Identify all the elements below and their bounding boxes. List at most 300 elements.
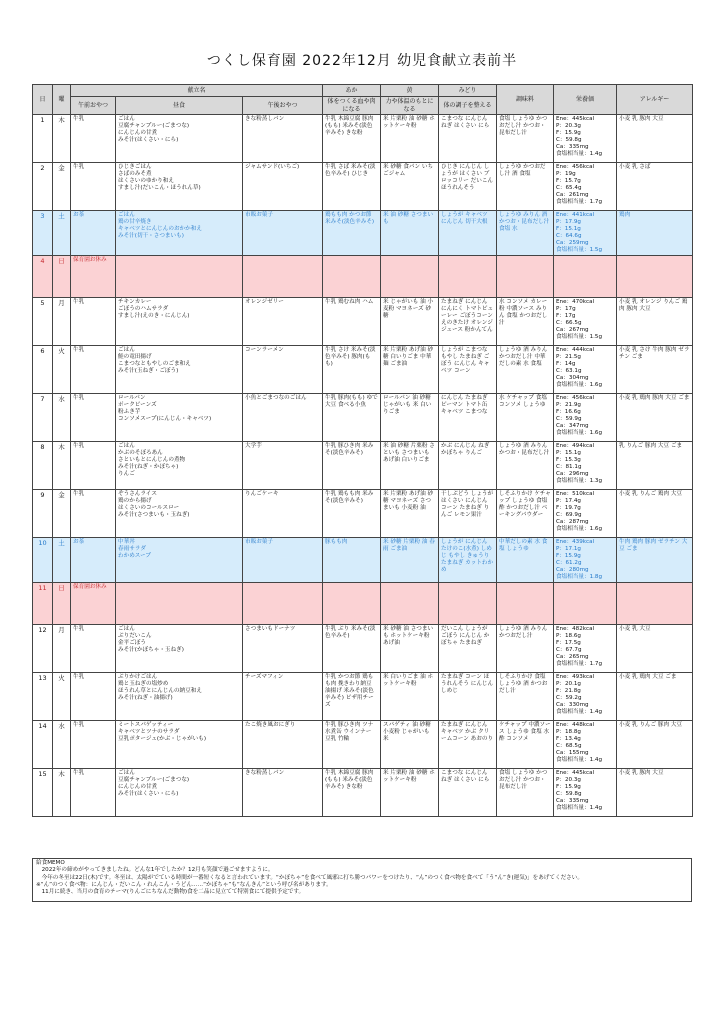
cell-seasoning: しそふりかけ ケチャップ しょうゆ 食塩 酢 かつおだし汁 ベーキングパウダー xyxy=(497,489,554,537)
cell-lunch-line: 豆腐チャンプルー(ごまつな) xyxy=(118,776,190,783)
cell-nutrition-line: F：21.8g xyxy=(556,687,581,694)
cell-nutrition-line: Ene：494kcal xyxy=(556,442,595,449)
cell-nutrition-line: F：16.6g xyxy=(556,408,581,415)
cell-yellow xyxy=(381,255,439,297)
table-row xyxy=(33,297,693,345)
cell-green: しょうが にんじん たけのこ(水煮) しめじ もやし きゅうり たまねぎ カットわかめ xyxy=(439,537,497,582)
memo-line: 今年の冬至は22日(木)です。冬至は、太陽がでている時間が一番短くなると言われています。“かぼちゃ”を食べて風邪に打ち勝つパワーをつけたり、“ん”のつく食べ物を食べて「う“ん”き(運気)」をあげてください。 xyxy=(36,874,583,881)
cell-morning: 牛乳 xyxy=(71,115,116,163)
cell-nutrition xyxy=(554,211,617,256)
cell-nutrition-line: Ca：259mg xyxy=(556,239,589,246)
cell-lunch-line: キャベツとツナのサラダ xyxy=(118,728,180,735)
cell-nutrition-line: Ene：439kcal xyxy=(556,538,595,545)
cell-morning: 牛乳 xyxy=(71,672,116,720)
cell-nutrition-line: Ene：470kcal xyxy=(556,298,595,305)
cell-nutrition-line: C：59.9g xyxy=(556,415,582,422)
cell-day: 7 xyxy=(33,393,53,441)
cell-nutrition-line: Ene：445kcal xyxy=(556,116,595,122)
cell-morning: 牛乳 xyxy=(71,297,116,345)
cell-lunch-line: にんじんの甘煮 xyxy=(118,129,158,136)
cell-weekday: 木 xyxy=(53,768,71,816)
cell-red: 牛乳 豚肉(もも) ゆで大豆 食べる小魚 xyxy=(323,393,381,441)
cell-red: 牛乳 木綿豆腐 豚肉(もも) 米みそ(淡色辛みそ) きな粉 xyxy=(323,115,381,163)
cell-lunch-line: 鶏の甘辛焼き xyxy=(118,218,152,225)
cell-nutrition-line: 食塩相当量：1.7g xyxy=(556,198,603,205)
cell-morning: 牛乳 xyxy=(71,720,116,768)
cell-nutrition-line: 食塩相当量：1.4g xyxy=(556,150,603,157)
header-yellow: 黄 xyxy=(381,85,439,97)
cell-allergy: 小麦 乳 さば xyxy=(617,163,693,211)
cell-morning: 保育園お休み xyxy=(71,255,116,297)
cell-day: 15 xyxy=(33,768,53,816)
cell-morning: 牛乳 xyxy=(71,768,116,816)
table-row xyxy=(33,489,693,537)
cell-morning: 牛乳 xyxy=(71,624,116,672)
cell-yellow: 米 片栗粉 あげ油 砂糖 白いりごま 中華麺 ごま油 xyxy=(381,345,439,393)
cell-nutrition-line: 食塩相当量：1.8g xyxy=(556,573,603,580)
cell-nutrition-line: F：15.3g xyxy=(556,456,581,463)
cell-afternoon: ジャムサンド(いちご) xyxy=(243,163,323,211)
cell-weekday: 木 xyxy=(53,441,71,489)
cell-lunch xyxy=(116,163,243,211)
cell-nutrition-line: Ene：456kcal xyxy=(556,394,595,401)
cell-afternoon: 市販お菓子 xyxy=(243,211,323,256)
cell-allergy: 小麦 乳 りんご 鶏肉 大豆 xyxy=(617,489,693,537)
cell-afternoon: 小魚とごまつなのごはん xyxy=(243,393,323,441)
cell-nutrition-line: F：15.9g xyxy=(556,783,581,790)
cell-nutrition-line: C：66.5g xyxy=(556,319,582,326)
cell-yellow xyxy=(381,582,439,624)
cell-day: 12 xyxy=(33,624,53,672)
header-weekday: 曜 xyxy=(53,85,71,115)
menu-body xyxy=(33,115,693,817)
cell-lunch-line: ひじきごはん xyxy=(118,164,152,170)
cell-allergy: 鶏肉 xyxy=(617,211,693,256)
cell-allergy: 小麦 乳 大豆 xyxy=(617,624,693,672)
cell-green: だいこん しょうが ごぼう にんじん かぼちゃ たまねぎ xyxy=(439,624,497,672)
cell-day: 2 xyxy=(33,163,53,211)
memo-line: 11月に続き、当月の食育のテーマ(りんごにちなんだ動物)食を二品に見立てて特別食にて提供予定です。 xyxy=(36,889,305,896)
cell-green: こまつな にんじん ねぎ はくさい にら xyxy=(439,115,497,163)
cell-nutrition-line: 食塩相当量：1.3g xyxy=(556,477,603,484)
table-row xyxy=(33,255,693,297)
table-row xyxy=(33,768,693,816)
cell-green xyxy=(439,255,497,297)
cell-nutrition-line: 食塩相当量：1.6g xyxy=(556,381,603,388)
cell-weekday: 土 xyxy=(53,537,71,582)
cell-nutrition-line: Ene：441kcal xyxy=(556,212,595,218)
cell-nutrition-line: C：69.9g xyxy=(556,511,582,518)
cell-weekday: 水 xyxy=(53,393,71,441)
cell-nutrition-line: C：64.6g xyxy=(556,232,582,239)
memo-box xyxy=(32,858,692,902)
cell-yellow: 米 片栗粉 油 砂糖 ホットケーキ粉 xyxy=(381,768,439,816)
cell-nutrition-line: P：15.1g xyxy=(556,449,581,456)
cell-nutrition-line: P：20.1g xyxy=(556,680,581,687)
cell-nutrition xyxy=(554,720,617,768)
header-red-sub: 体をつくる血や肉になる xyxy=(323,97,381,115)
header-day: 日 xyxy=(33,85,53,115)
cell-nutrition-line: Ca：335mg xyxy=(556,797,589,804)
cell-allergy: 乳 りんご 豚肉 大豆 ごま xyxy=(617,441,693,489)
cell-lunch-line: こまつなともやしのごま和え xyxy=(118,360,191,367)
cell-afternoon: オレンジゼリー xyxy=(243,297,323,345)
cell-nutrition-line: 食塩相当量：1.7g xyxy=(556,660,603,667)
cell-weekday: 金 xyxy=(53,489,71,537)
memo-line: 2022年の締めがやってきましたね。どんな1年でしたか？12月も笑顔で過ごせますように。 xyxy=(36,867,274,874)
cell-lunch-line: ロールパン xyxy=(118,394,146,401)
cell-lunch-line: 中華丼 xyxy=(118,538,135,545)
cell-yellow: ロールパン 油 砂糖 じゃがいも 米 白いりごま xyxy=(381,393,439,441)
memo-line: ※“ん”のつく食べ物：にんじん・だいこん・れんこん・うどん……“かぼちゃ”も“なんきん”という呼び名があります。 xyxy=(36,881,332,888)
cell-green: たまねぎ にんじん キャベツ かぶ クリームコーン あおのり xyxy=(439,720,497,768)
cell-day: 14 xyxy=(33,720,53,768)
cell-lunch xyxy=(116,768,243,816)
cell-red xyxy=(323,255,381,297)
cell-morning: 牛乳 xyxy=(71,345,116,393)
cell-lunch-line: すまし汁(だいこん・ほうれん草) xyxy=(118,184,201,191)
table-row xyxy=(33,163,693,211)
header-green: みどり xyxy=(439,85,497,97)
cell-nutrition xyxy=(554,441,617,489)
cell-nutrition-line: P：18.8g xyxy=(556,728,581,735)
cell-nutrition xyxy=(554,393,617,441)
cell-nutrition-line: Ene：482kcal xyxy=(556,625,595,632)
page-title: つくし保育園 2022年12月 幼児食献立表前半 xyxy=(206,53,518,69)
cell-weekday: 火 xyxy=(53,345,71,393)
header-yellow-sub: 力や体温のもとになる xyxy=(381,97,439,115)
cell-green: ひじき にんじん しょうが はくさい ブロッコリー だいこん ほうれんそう xyxy=(439,163,497,211)
cell-nutrition-line: P：17g xyxy=(556,305,576,312)
cell-seasoning: しょうゆ 酒 みりん かつおだし汁 xyxy=(497,624,554,672)
cell-day: 3 xyxy=(33,211,53,256)
table-row xyxy=(33,624,693,672)
cell-nutrition-line: C：81.1g xyxy=(556,463,582,470)
cell-lunch-line: はくさいのコールスロー xyxy=(118,504,180,511)
cell-red: 豚もも肉 xyxy=(323,537,381,582)
cell-nutrition xyxy=(554,489,617,537)
cell-nutrition-line: F：14g xyxy=(556,360,576,367)
cell-red: 牛乳 豚ひき肉 米みそ(淡色辛みそ) xyxy=(323,441,381,489)
cell-weekday: 金 xyxy=(53,163,71,211)
cell-green: たまねぎ にんじん にんにく トマトピューレー ごぼうコーン えのきたけ オレンジジュース 粉かんてん xyxy=(439,297,497,345)
cell-lunch-line: ごはん xyxy=(118,116,135,122)
table-row xyxy=(33,537,693,582)
cell-lunch xyxy=(116,297,243,345)
cell-day: 8 xyxy=(33,441,53,489)
cell-lunch-line: ごはん xyxy=(118,625,135,632)
cell-lunch-line: ぶりかけごはん xyxy=(118,673,158,680)
cell-nutrition xyxy=(554,163,617,211)
cell-nutrition-line: 食塩相当量：1.4g xyxy=(556,804,603,811)
cell-nutrition-line: C：63.1g xyxy=(556,367,582,374)
table-row xyxy=(33,720,693,768)
cell-lunch-line: みそ汁(切干・さつまいも) xyxy=(118,232,184,239)
cell-nutrition-line: Ca：267mg xyxy=(556,326,589,333)
cell-nutrition xyxy=(554,624,617,672)
cell-allergy: 小麦 乳 オレンジ りんご 鶏肉 豚肉 大豆 xyxy=(617,297,693,345)
cell-weekday: 日 xyxy=(53,255,71,297)
cell-yellow: 米 油 砂糖 片栗粉 さといも さつまいも あげ油 白いりごま xyxy=(381,441,439,489)
cell-lunch-line: 春雨サラダ xyxy=(118,545,146,552)
memo-heading: 給食MEMO xyxy=(36,860,65,866)
cell-afternoon: きな粉蒸しパン xyxy=(243,768,323,816)
cell-nutrition-line: F：13.4g xyxy=(556,735,581,742)
cell-morning: 牛乳 xyxy=(71,441,116,489)
cell-afternoon xyxy=(243,582,323,624)
cell-lunch-line: ほうれん草とにんじんの納豆和え xyxy=(118,687,202,694)
table-row xyxy=(33,345,693,393)
cell-lunch-line: ポークビーンズ xyxy=(118,401,157,408)
cell-seasoning: ケチャップ 中濃ソース しょうゆ 食塩 水 酢 コンソメ xyxy=(497,720,554,768)
cell-seasoning: しょうゆ かつおだし汁 酒 食塩 xyxy=(497,163,554,211)
cell-allergy: 小麦 乳 さけ 牛肉 豚肉 ゼラチン ごま xyxy=(617,345,693,393)
cell-nutrition-line: Ene：444kcal xyxy=(556,346,595,353)
cell-red: 牛乳 さけ 米みそ(淡色辛みそ) 豚肉(もも) xyxy=(323,345,381,393)
cell-lunch-line: すまし汁(えのき・にんじん) xyxy=(118,312,190,319)
cell-nutrition xyxy=(554,582,617,624)
header-allergy: アレルギー xyxy=(617,85,693,115)
cell-lunch-line: みそ汁(さつまいも・玉ねぎ) xyxy=(118,511,190,518)
cell-weekday: 月 xyxy=(53,624,71,672)
cell-nutrition-line: C：61.2g xyxy=(556,559,582,566)
cell-allergy: 小麦 乳 りんご 豚肉 大豆 xyxy=(617,720,693,768)
menu-table xyxy=(32,84,693,817)
cell-nutrition-line: C：67.7g xyxy=(556,646,582,653)
cell-nutrition-line: Ca：265mg xyxy=(556,653,589,660)
cell-lunch-line: ぶりだいこん xyxy=(118,632,152,639)
cell-afternoon: 市販お菓子 xyxy=(243,537,323,582)
cell-lunch xyxy=(116,393,243,441)
cell-nutrition-line: F：15.7g xyxy=(556,177,581,184)
cell-nutrition-line: P：20.3g xyxy=(556,776,581,783)
table-row xyxy=(33,211,693,256)
cell-morning: 牛乳 xyxy=(71,489,116,537)
cell-nutrition-line: C：68.5g xyxy=(556,742,582,749)
cell-seasoning: しょうゆ 酒 みりん かつおだし汁 中華だしの素 水 食塩 xyxy=(497,345,554,393)
cell-nutrition-line: F：17g xyxy=(556,312,576,319)
cell-seasoning: しょうゆ 酒 みりん かつお・昆布だし汁 xyxy=(497,441,554,489)
header-green-sub: 体の調子を整える xyxy=(439,97,497,115)
cell-weekday: 木 xyxy=(53,115,71,163)
cell-lunch-line: 豆腐チャンプルー(ごまつな) xyxy=(118,122,190,129)
cell-day: 5 xyxy=(33,297,53,345)
cell-nutrition-line: C：59.8g xyxy=(556,136,582,143)
cell-lunch-line: ぞうさんライス xyxy=(118,490,157,497)
cell-lunch-line: みそ汁(玉ねぎ・ごぼう) xyxy=(118,367,179,374)
cell-nutrition-line: Ca：287mg xyxy=(556,518,589,525)
table-row xyxy=(33,441,693,489)
cell-allergy: 小麦 乳 鶏肉 豚肉 大豆 ごま xyxy=(617,393,693,441)
cell-nutrition-line: 食塩相当量：1.6g xyxy=(556,525,603,532)
cell-lunch-line: ごはん xyxy=(118,442,135,449)
cell-lunch-line: にんじんの甘煮 xyxy=(118,783,158,790)
cell-seasoning: しそふりかけ 食塩 しょうゆ 酒 かつおだし汁 xyxy=(497,672,554,720)
cell-nutrition-line: Ca：304mg xyxy=(556,374,589,381)
cell-lunch-line: みそ汁(はくさい・にら) xyxy=(118,136,179,143)
cell-day: 10 xyxy=(33,537,53,582)
header-nutrition: 栄養価 xyxy=(554,85,617,115)
cell-afternoon: たこ焼き風おにぎり xyxy=(243,720,323,768)
cell-weekday: 日 xyxy=(53,582,71,624)
cell-red: 牛乳 ぶり 米みそ(淡色辛みそ) xyxy=(323,624,381,672)
cell-nutrition xyxy=(554,672,617,720)
cell-day: 1 xyxy=(33,115,53,163)
cell-lunch-line: ごはん xyxy=(118,212,135,218)
cell-nutrition-line: Ene：493kcal xyxy=(556,673,595,680)
cell-yellow: 米 砂糖 片栗粉 油 春雨 ごま油 xyxy=(381,537,439,582)
cell-nutrition xyxy=(554,297,617,345)
cell-nutrition xyxy=(554,115,617,163)
cell-nutrition-line: F：15.1g xyxy=(556,225,581,232)
cell-lunch xyxy=(116,720,243,768)
cell-day: 13 xyxy=(33,672,53,720)
cell-morning: お茶 xyxy=(71,211,116,256)
cell-nutrition-line: Ene：456kcal xyxy=(556,164,595,170)
cell-lunch-line: みそ汁(はくさい・にら) xyxy=(118,790,179,797)
cell-seasoning xyxy=(497,582,554,624)
header-seasoning: 調味料 xyxy=(497,85,554,115)
cell-nutrition-line: P：21.5g xyxy=(556,353,581,360)
cell-nutrition-line: C：59.2g xyxy=(556,694,582,701)
cell-lunch-line: みそ汁(ねぎ・かぼちゃ) xyxy=(118,463,179,470)
cell-nutrition-line: 食塩相当量：1.4g xyxy=(556,756,603,763)
cell-nutrition-line: Ca：296mg xyxy=(556,470,589,477)
cell-nutrition-line: Ca：155mg xyxy=(556,749,589,756)
cell-allergy: 小麦 乳 鶏肉 大豆 ごま xyxy=(617,672,693,720)
cell-lunch-line: 鶏のから揚げ xyxy=(118,497,152,504)
cell-lunch-line: ミートスパゲッティー xyxy=(118,721,174,728)
cell-seasoning xyxy=(497,255,554,297)
cell-green: かぶ にんじん ねぎ かぼちゃ りんご xyxy=(439,441,497,489)
cell-nutrition-line: P：20.3g xyxy=(556,122,581,129)
cell-seasoning: 水 コンソメ カレー粉 中濃ソース みりん 食塩 かつおだし汁 xyxy=(497,297,554,345)
cell-lunch xyxy=(116,624,243,672)
cell-nutrition-line: P：17.4g xyxy=(556,497,581,504)
cell-red: 牛乳 かつお節 鶏もも肉 挽きわり納豆 油揚げ 米みそ(淡色辛みそ) ピザ用チーズ xyxy=(323,672,381,720)
header-red: あか xyxy=(323,85,381,97)
cell-nutrition-line: C：65.4g xyxy=(556,184,582,191)
cell-red: 牛乳 鶏もも肉 米みそ(淡色辛みそ) xyxy=(323,489,381,537)
cell-lunch xyxy=(116,441,243,489)
cell-lunch xyxy=(116,211,243,256)
header-morning: 午前おやつ xyxy=(71,97,116,115)
table-row xyxy=(33,582,693,624)
cell-green xyxy=(439,582,497,624)
cell-red: 牛乳 鶏むね肉 ハム xyxy=(323,297,381,345)
cell-afternoon: チーズマフィン xyxy=(243,672,323,720)
cell-red: 牛乳 木綿豆腐 豚肉(もも) 米みそ(淡色辛みそ) きな粉 xyxy=(323,768,381,816)
cell-nutrition-line: F：17.5g xyxy=(556,639,581,646)
cell-lunch-line: みそ汁(ねぎ・油揚げ) xyxy=(118,694,173,701)
cell-seasoning: 中華だしの素 水 食塩 しょうゆ xyxy=(497,537,554,582)
cell-nutrition-line: Ene：445kcal xyxy=(556,769,595,776)
cell-lunch-line: ごはん xyxy=(118,769,135,776)
cell-allergy: 小麦 乳 豚肉 大豆 xyxy=(617,768,693,816)
cell-green: しょうが キャベツ にんじん 切干大根 xyxy=(439,211,497,256)
cell-lunch-line: 金平ごぼう xyxy=(118,639,146,646)
cell-nutrition xyxy=(554,345,617,393)
cell-nutrition xyxy=(554,768,617,816)
cell-lunch-line: ごぼうのハムサラダ xyxy=(118,305,169,312)
cell-day: 11 xyxy=(33,582,53,624)
cell-seasoning: しょうゆ みりん 酒 かつお・昆布だし汁 食塩 水 xyxy=(497,211,554,256)
cell-green: 干しぶどう しょうが はくさい にんじん コーン たまねぎ りんご レモン果汁 xyxy=(439,489,497,537)
cell-lunch-line: 鶏と玉ねぎの塩炒め xyxy=(118,680,169,687)
cell-yellow: 米 じゃがいも 油 小麦粉 マヨネーズ 砂糖 xyxy=(381,297,439,345)
cell-allergy xyxy=(617,582,693,624)
cell-weekday: 水 xyxy=(53,720,71,768)
cell-yellow: スパゲティ 油 砂糖 小麦粉 じゃがいも 米 xyxy=(381,720,439,768)
cell-lunch xyxy=(116,489,243,537)
cell-yellow: 米 砂糖 食パン いちごジャム xyxy=(381,163,439,211)
cell-nutrition-line: P：17.1g xyxy=(556,545,581,552)
cell-nutrition-line: 食塩相当量：1.4g xyxy=(556,708,603,715)
cell-nutrition-line: Ca：347mg xyxy=(556,422,589,429)
cell-green: にんじん たまねぎ ピーマン トマト缶 キャベツ こまつな xyxy=(439,393,497,441)
cell-red xyxy=(323,582,381,624)
cell-lunch-line: チキンカレー xyxy=(118,298,152,305)
table-row xyxy=(33,672,693,720)
cell-lunch xyxy=(116,582,243,624)
cell-nutrition-line: 食塩相当量：1.5g xyxy=(556,333,603,340)
cell-weekday: 月 xyxy=(53,297,71,345)
cell-nutrition-line: P：19g xyxy=(556,170,576,177)
cell-lunch xyxy=(116,115,243,163)
cell-nutrition-line: 食塩相当量：1.6g xyxy=(556,429,603,436)
cell-nutrition-line: P：17.9g xyxy=(556,218,581,225)
table-row xyxy=(33,393,693,441)
cell-nutrition-line: Ca：280mg xyxy=(556,566,589,573)
cell-afternoon: きな粉蒸しパン xyxy=(243,115,323,163)
cell-lunch-line: はくさいのゆかり和え xyxy=(118,177,174,184)
cell-lunch-line: コンソメスープ(にんじん・キャベツ) xyxy=(118,415,212,422)
table-row xyxy=(33,115,693,163)
cell-yellow: 米 片栗粉 油 砂糖 ホットケーキ粉 xyxy=(381,115,439,163)
cell-nutrition xyxy=(554,537,617,582)
header-menu: 献立名 xyxy=(71,85,323,97)
cell-lunch xyxy=(116,672,243,720)
cell-seasoning: 食塩 しょうゆ かつおだし汁 かつお・昆布だし汁 xyxy=(497,768,554,816)
cell-lunch xyxy=(116,255,243,297)
cell-lunch-line: 粉ふき芋 xyxy=(118,408,141,415)
cell-morning: 保育園お休み xyxy=(71,582,116,624)
cell-morning: 牛乳 xyxy=(71,393,116,441)
cell-nutrition-line: Ca：335mg xyxy=(556,143,589,150)
cell-lunch xyxy=(116,537,243,582)
cell-yellow: 米 白いりごま 油 ホットケーキ粉 xyxy=(381,672,439,720)
cell-lunch-line: さばのみそ煮 xyxy=(118,170,152,177)
cell-allergy: 牛肉 鶏肉 豚肉 ゼラチン 大豆 ごま xyxy=(617,537,693,582)
cell-yellow: 米 片栗粉 あげ油 砂糖 マヨネーズ さつまいも 小麦粉 油 xyxy=(381,489,439,537)
cell-red: 牛乳 豚ひき肉 ツナ水煮缶 ウインナー 豆乳 竹輪 xyxy=(323,720,381,768)
cell-lunch xyxy=(116,345,243,393)
cell-seasoning: 水 ケチャップ 食塩 コンソメ しょうゆ xyxy=(497,393,554,441)
cell-red: 牛乳 さば 米みそ(淡色辛みそ) ひじき xyxy=(323,163,381,211)
cell-yellow: 米 油 砂糖 さつまいも xyxy=(381,211,439,256)
cell-nutrition-line: F：19.7g xyxy=(556,504,581,511)
header-lunch: 昼食 xyxy=(116,97,243,115)
cell-green: たまねぎ コーン ほうれんそう にんじん しめじ xyxy=(439,672,497,720)
cell-afternoon xyxy=(243,255,323,297)
cell-lunch-line: ごはん xyxy=(118,346,135,353)
cell-nutrition xyxy=(554,255,617,297)
cell-weekday: 火 xyxy=(53,672,71,720)
cell-lunch-line: わかめスープ xyxy=(118,552,152,559)
cell-lunch-line: みそ汁(かぼちゃ・玉ねぎ) xyxy=(118,646,184,653)
cell-day: 6 xyxy=(33,345,53,393)
cell-nutrition-line: P：18.6g xyxy=(556,632,581,639)
